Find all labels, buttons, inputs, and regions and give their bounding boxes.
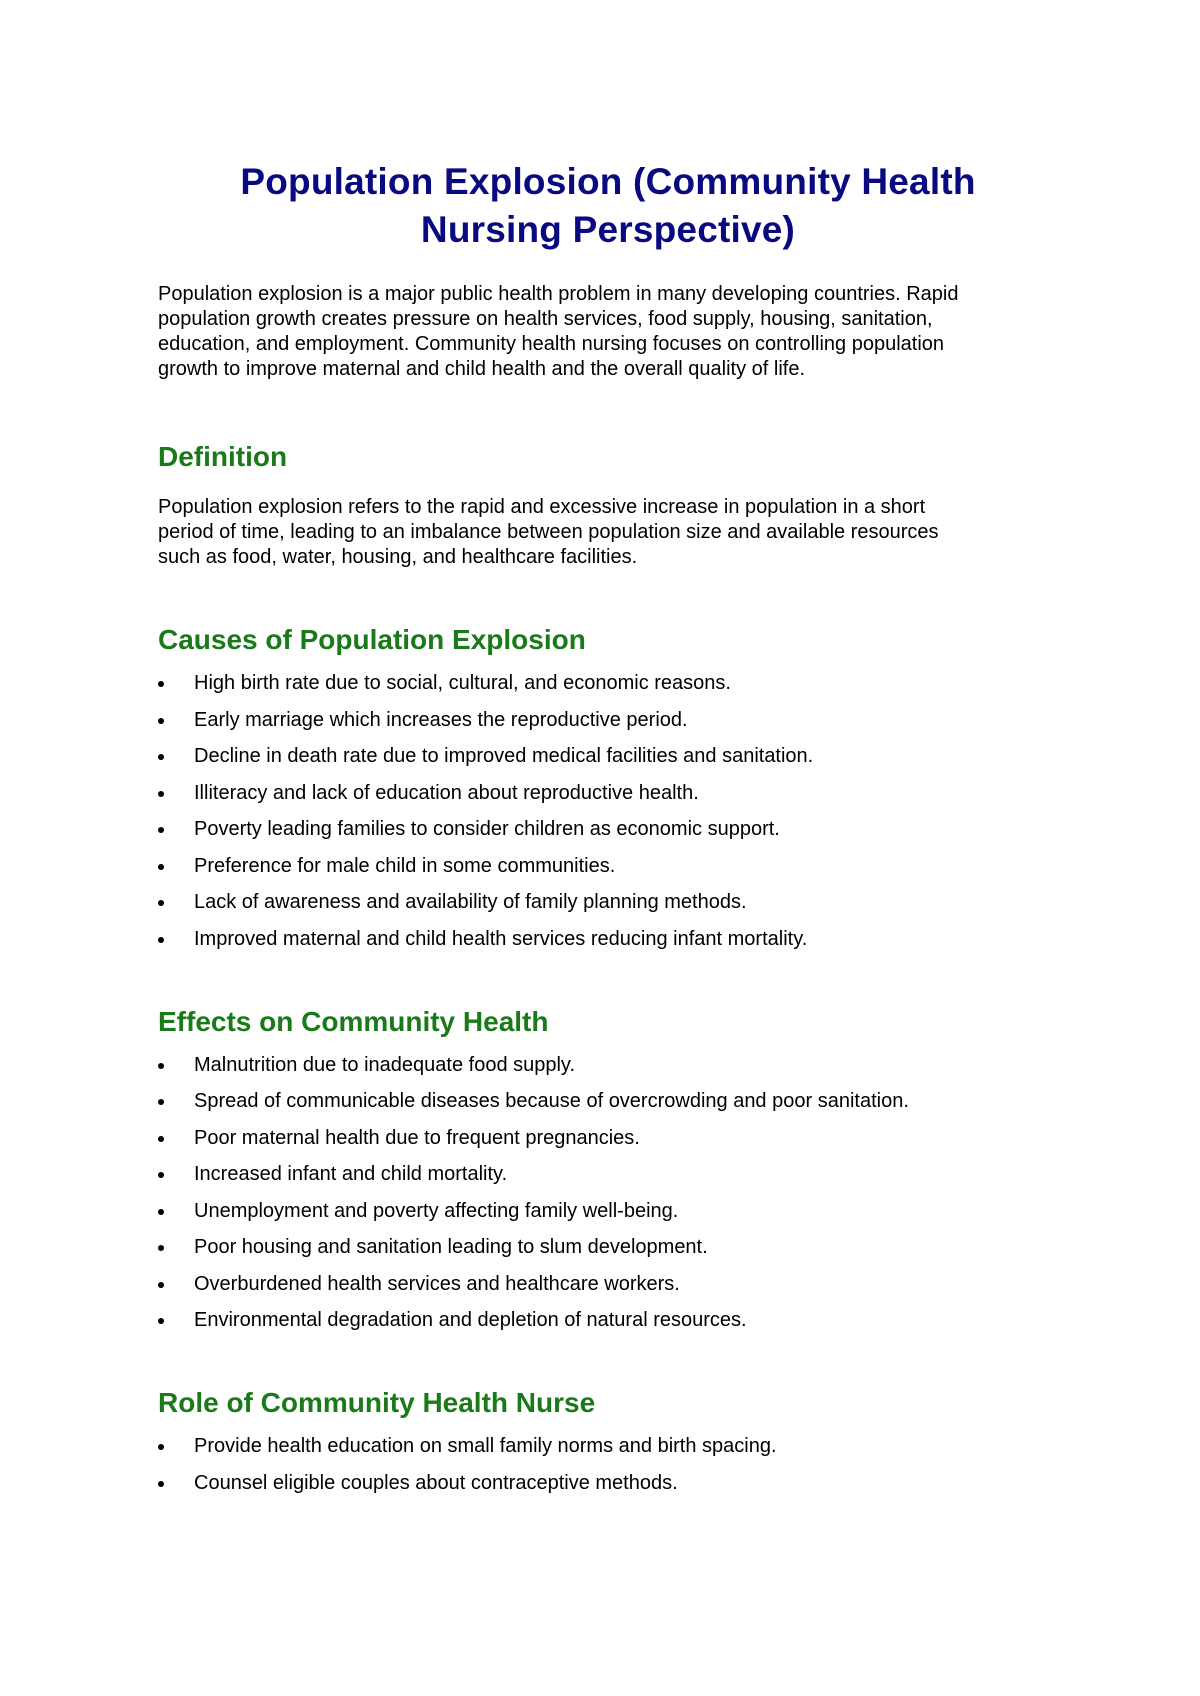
bullet-icon [158, 900, 164, 906]
list-item-text: Increased infant and child mortality. [194, 1163, 508, 1185]
bullet-icon [158, 1209, 164, 1215]
list-item [158, 1089, 1058, 1114]
bullet-icon [158, 937, 164, 943]
page-title-line-1: Population Explosion (Community Health [240, 161, 976, 202]
list-item [158, 1053, 1058, 1078]
list-item [158, 1235, 1058, 1260]
list-item [158, 1272, 1058, 1297]
bullet-icon [158, 1245, 164, 1251]
list-item-text: Poor maternal health due to frequent pregnancies. [194, 1126, 640, 1149]
list-item-text: Provide health education on small family norms and birth spacing. [194, 1435, 777, 1457]
list-item-text: Preference for male child in some communities. [194, 854, 616, 877]
list-item [158, 1199, 1058, 1224]
bullet-icon [158, 827, 164, 833]
list-item-text: Malnutrition due to inadequate food supply. [194, 1053, 576, 1076]
list-item [158, 781, 1058, 806]
list-item [158, 744, 1058, 769]
list-item-text: Overburdened health services and healthcare workers. [194, 1272, 680, 1295]
list-item-text: Improved maternal and child health services reducing infant mortality. [194, 927, 808, 950]
list-item-text: High birth rate due to social, cultural, and economic reasons. [194, 672, 731, 694]
bullet-icon [158, 1318, 164, 1324]
effects-heading: Effects on Community Health [158, 1005, 549, 1037]
document-page [158, 158, 1058, 1507]
list-item-text: Environmental degradation and depletion of natural resources. [194, 1309, 747, 1331]
list-item [158, 1434, 1058, 1459]
bullet-icon [158, 754, 164, 760]
list-item-text: Lack of awareness and availability of family planning methods. [194, 891, 747, 913]
intro-line: growth to improve maternal and child health and the overall quality of life. [158, 358, 806, 380]
role-list [158, 1434, 1058, 1496]
bullet-icon [158, 1481, 164, 1487]
list-item [158, 708, 1058, 733]
bullet-icon [158, 1136, 164, 1142]
bullet-icon [158, 681, 164, 687]
list-item [158, 890, 1058, 915]
definition-paragraph [158, 495, 1058, 570]
definition-heading: Definition [158, 441, 288, 472]
definition-line: Population explosion refers to the rapid and excessive increase in population in a short [158, 496, 926, 518]
list-item-text: Early marriage which increases the reproductive period. [194, 708, 688, 731]
bullet-icon [158, 1282, 164, 1288]
bullet-icon [158, 1099, 164, 1105]
list-item [158, 1308, 1058, 1333]
list-item [158, 927, 1058, 952]
intro-line: population growth creates pressure on health services, food supply, housing, sanitation, [158, 308, 933, 330]
bullet-icon [158, 1063, 164, 1069]
page-title [158, 158, 1058, 254]
definition-line: such as food, water, housing, and healthcare facilities. [158, 546, 638, 568]
list-item [158, 1471, 1058, 1496]
definition-line: period of time, leading to an imbalance between population size and available resources [158, 521, 939, 543]
list-item-text: Poor housing and sanitation leading to slum development. [194, 1236, 708, 1258]
effects-list [158, 1053, 1058, 1334]
list-item [158, 854, 1058, 879]
causes-heading: Causes of Population Explosion [158, 624, 586, 655]
list-item [158, 1162, 1058, 1187]
bullet-icon [158, 864, 164, 870]
bullet-icon [158, 791, 164, 797]
list-item-text: Spread of communicable diseases because of overcrowding and poor sanitation. [194, 1090, 909, 1112]
role-heading: Role of Community Health Nurse [158, 1387, 596, 1418]
intro-line: education, and employment. Community health nursing focuses on controlling population [158, 333, 945, 355]
causes-list [158, 671, 1058, 952]
page-title-line-2: Nursing Perspective) [420, 209, 796, 250]
bullet-icon [158, 1172, 164, 1178]
list-item [158, 671, 1058, 696]
intro-line: Population explosion is a major public health problem in many developing countries. Rapid [158, 283, 959, 305]
bullet-icon [158, 718, 164, 724]
list-item-text: Illiteracy and lack of education about reproductive health. [194, 781, 699, 804]
list-item-text: Poverty leading families to consider children as economic support. [194, 818, 780, 840]
intro-paragraph [158, 282, 1058, 382]
list-item-text: Counsel eligible couples about contraceptive methods. [194, 1471, 678, 1494]
list-item-text: Unemployment and poverty affecting family well-being. [194, 1199, 679, 1222]
list-item [158, 1126, 1058, 1151]
bullet-icon [158, 1444, 164, 1450]
list-item [158, 817, 1058, 842]
list-item-text: Decline in death rate due to improved medical facilities and sanitation. [194, 745, 814, 767]
